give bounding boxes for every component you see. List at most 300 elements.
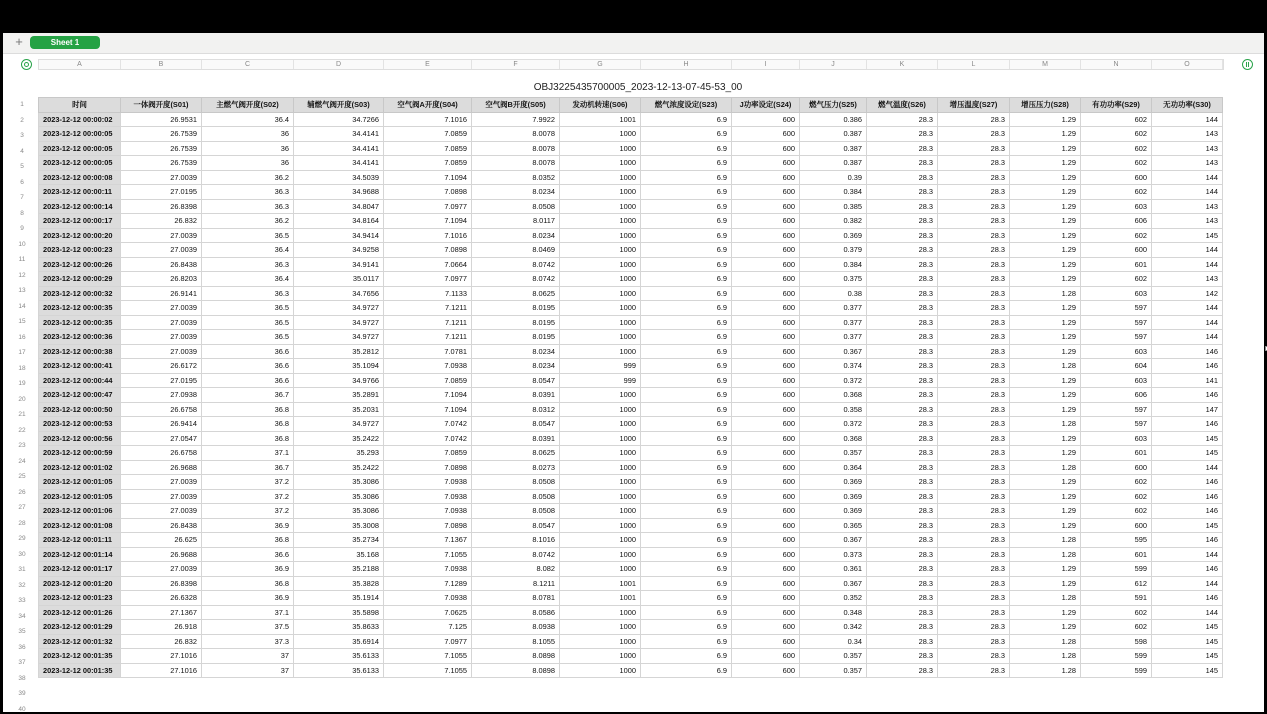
table-cell[interactable]: 1.29: [1010, 330, 1081, 345]
time-cell[interactable]: 2023-12-12 00:00:05: [39, 141, 121, 156]
table-cell[interactable]: 1000: [560, 141, 641, 156]
table-cell[interactable]: 35.6133: [294, 663, 384, 678]
table-cell[interactable]: 36.7: [202, 388, 294, 403]
table-cell[interactable]: 599: [1081, 649, 1152, 664]
table-cell[interactable]: 598: [1081, 634, 1152, 649]
row-number[interactable]: 22: [18, 426, 26, 434]
table-cell[interactable]: 0.352: [800, 591, 867, 606]
table-cell[interactable]: 1.28: [1010, 663, 1081, 678]
row-number[interactable]: 26: [18, 488, 26, 496]
table-cell[interactable]: 28.3: [938, 243, 1010, 258]
column-header-cell[interactable]: 辅燃气阀开度(S03): [294, 98, 384, 113]
column-letter[interactable]: M: [1010, 60, 1081, 69]
table-cell[interactable]: 37.1: [202, 446, 294, 461]
table-cell[interactable]: 8.1016: [472, 533, 560, 548]
table-cell[interactable]: 34.9688: [294, 185, 384, 200]
table-cell[interactable]: 35.1914: [294, 591, 384, 606]
table-cell[interactable]: 1.29: [1010, 446, 1081, 461]
table-cell[interactable]: 6.9: [641, 315, 732, 330]
table-cell[interactable]: 0.372: [800, 417, 867, 432]
column-header-cell[interactable]: 有功功率(S29): [1081, 98, 1152, 113]
table-cell[interactable]: 6.9: [641, 170, 732, 185]
row-number[interactable]: 7: [20, 194, 24, 201]
time-cell[interactable]: 2023-12-12 00:01:29: [39, 620, 121, 635]
table-cell[interactable]: 36.6: [202, 344, 294, 359]
row-number[interactable]: 27: [18, 504, 26, 511]
row-header-bar[interactable]: [6, 97, 38, 712]
table-cell[interactable]: 6.9: [641, 344, 732, 359]
table-cell[interactable]: 600: [732, 272, 800, 287]
table-cell[interactable]: 600: [732, 388, 800, 403]
table-cell[interactable]: 6.9: [641, 402, 732, 417]
table-cell[interactable]: 595: [1081, 533, 1152, 548]
table-cell[interactable]: 28.3: [867, 315, 938, 330]
table-cell[interactable]: 7.1133: [384, 286, 472, 301]
table-cell[interactable]: 28.3: [938, 417, 1010, 432]
table-cell[interactable]: 26.9688: [121, 460, 202, 475]
table-cell[interactable]: 36.3: [202, 199, 294, 214]
table-cell[interactable]: 35.6133: [294, 649, 384, 664]
table-cell[interactable]: 6.9: [641, 141, 732, 156]
table-cell[interactable]: 7.1016: [384, 228, 472, 243]
table-cell[interactable]: 600: [1081, 170, 1152, 185]
table-cell[interactable]: 8.0625: [472, 286, 560, 301]
table-cell[interactable]: 7.1211: [384, 330, 472, 345]
table-cell[interactable]: 600: [732, 330, 800, 345]
table-cell[interactable]: 144: [1152, 330, 1223, 345]
table-cell[interactable]: 35.3086: [294, 475, 384, 490]
table-cell[interactable]: 6.9: [641, 533, 732, 548]
table-cell[interactable]: 28.3: [938, 663, 1010, 678]
table-cell[interactable]: 1.29: [1010, 562, 1081, 577]
table-cell[interactable]: 26.7539: [121, 156, 202, 171]
table-cell[interactable]: 26.6172: [121, 359, 202, 374]
table-cell[interactable]: 28.3: [867, 228, 938, 243]
column-letter[interactable]: N: [1081, 60, 1152, 69]
table-cell[interactable]: 34.4141: [294, 141, 384, 156]
table-cell[interactable]: 36.6: [202, 547, 294, 562]
table-cell[interactable]: 600: [732, 533, 800, 548]
table-cell[interactable]: 147: [1152, 402, 1223, 417]
table-cell[interactable]: 7.0859: [384, 127, 472, 142]
table-cell[interactable]: 597: [1081, 417, 1152, 432]
table-cell[interactable]: 1.28: [1010, 460, 1081, 475]
column-header-cell[interactable]: 一体阀开度(S01): [121, 98, 202, 113]
table-cell[interactable]: 26.6328: [121, 591, 202, 606]
table-cell[interactable]: 600: [732, 228, 800, 243]
table-cell[interactable]: 36.4: [202, 112, 294, 127]
table-cell[interactable]: 145: [1152, 446, 1223, 461]
table-cell[interactable]: 28.3: [938, 141, 1010, 156]
table-cell[interactable]: 142: [1152, 286, 1223, 301]
table-cell[interactable]: 28.3: [938, 257, 1010, 272]
time-cell[interactable]: 2023-12-12 00:01:20: [39, 576, 121, 591]
table-cell[interactable]: 26.918: [121, 620, 202, 635]
table-cell[interactable]: 26.8438: [121, 257, 202, 272]
table-cell[interactable]: 28.3: [867, 431, 938, 446]
table-cell[interactable]: 8.0938: [472, 620, 560, 635]
table-cell[interactable]: 146: [1152, 504, 1223, 519]
table-cell[interactable]: 1.28: [1010, 286, 1081, 301]
table-cell[interactable]: 27.0039: [121, 344, 202, 359]
table-cell[interactable]: 144: [1152, 185, 1223, 200]
table-cell[interactable]: 26.7539: [121, 127, 202, 142]
time-cell[interactable]: 2023-12-12 00:01:14: [39, 547, 121, 562]
row-number[interactable]: 11: [18, 256, 26, 263]
table-cell[interactable]: 34.4141: [294, 127, 384, 142]
row-number[interactable]: 34: [18, 612, 26, 620]
time-cell[interactable]: 2023-12-12 00:00:56: [39, 431, 121, 446]
table-cell[interactable]: 602: [1081, 228, 1152, 243]
table-cell[interactable]: 600: [732, 199, 800, 214]
table-cell[interactable]: 600: [732, 605, 800, 620]
table-cell[interactable]: 28.3: [867, 402, 938, 417]
table-cell[interactable]: 7.0938: [384, 562, 472, 577]
table-cell[interactable]: 28.3: [867, 286, 938, 301]
column-header-cell[interactable]: 时间: [39, 98, 121, 113]
table-cell[interactable]: 145: [1152, 228, 1223, 243]
table-cell[interactable]: 0.348: [800, 605, 867, 620]
table-cell[interactable]: 36: [202, 127, 294, 142]
table-cell[interactable]: 8.0508: [472, 489, 560, 504]
table-cell[interactable]: 7.1211: [384, 301, 472, 316]
time-cell[interactable]: 2023-12-12 00:00:32: [39, 286, 121, 301]
table-cell[interactable]: 1000: [560, 518, 641, 533]
table-cell[interactable]: 28.3: [867, 547, 938, 562]
table-cell[interactable]: 600: [732, 417, 800, 432]
table-cell[interactable]: 1000: [560, 257, 641, 272]
table-cell[interactable]: 1000: [560, 562, 641, 577]
time-cell[interactable]: 2023-12-12 00:00:44: [39, 373, 121, 388]
table-cell[interactable]: 1000: [560, 170, 641, 185]
table-cell[interactable]: 0.387: [800, 127, 867, 142]
table-cell[interactable]: 600: [732, 489, 800, 504]
table-cell[interactable]: 8.0547: [472, 518, 560, 533]
table-cell[interactable]: 6.9: [641, 286, 732, 301]
table-cell[interactable]: 0.369: [800, 504, 867, 519]
row-number[interactable]: 24: [18, 457, 26, 465]
table-cell[interactable]: 34.9258: [294, 243, 384, 258]
table-cell[interactable]: 26.832: [121, 634, 202, 649]
table-cell[interactable]: 1.29: [1010, 141, 1081, 156]
table-cell[interactable]: 36.6: [202, 359, 294, 374]
table-cell[interactable]: 27.0039: [121, 315, 202, 330]
time-cell[interactable]: 2023-12-12 00:00:23: [39, 243, 121, 258]
table-cell[interactable]: 144: [1152, 257, 1223, 272]
table-cell[interactable]: 28.3: [938, 475, 1010, 490]
column-letter[interactable]: I: [732, 60, 800, 69]
table-cell[interactable]: 36.5: [202, 330, 294, 345]
time-cell[interactable]: 2023-12-12 00:00:59: [39, 446, 121, 461]
table-cell[interactable]: 1.29: [1010, 431, 1081, 446]
table-cell[interactable]: 36.7: [202, 460, 294, 475]
table-cell[interactable]: 35.3086: [294, 489, 384, 504]
table-cell[interactable]: 8.0078: [472, 127, 560, 142]
table-cell[interactable]: 7.0898: [384, 518, 472, 533]
table-cell[interactable]: 34.9414: [294, 228, 384, 243]
table-cell[interactable]: 602: [1081, 489, 1152, 504]
table-cell[interactable]: 0.375: [800, 272, 867, 287]
table-cell[interactable]: 28.3: [938, 504, 1010, 519]
row-number[interactable]: 8: [20, 209, 24, 217]
table-cell[interactable]: 36.8: [202, 431, 294, 446]
column-header-cell[interactable]: 空气阀A开度(S04): [384, 98, 472, 113]
table-cell[interactable]: 1.29: [1010, 257, 1081, 272]
row-number[interactable]: 13: [18, 287, 26, 294]
row-number[interactable]: 35: [18, 628, 26, 635]
table-cell[interactable]: 8.1055: [472, 634, 560, 649]
table-cell[interactable]: 7.0898: [384, 185, 472, 200]
table-cell[interactable]: 8.0742: [472, 257, 560, 272]
table-cell[interactable]: 7.1055: [384, 663, 472, 678]
table-cell[interactable]: 26.9414: [121, 417, 202, 432]
table-cell[interactable]: 28.3: [867, 330, 938, 345]
table-cell[interactable]: 8.0195: [472, 301, 560, 316]
table-cell[interactable]: 27.0039: [121, 170, 202, 185]
table-cell[interactable]: 26.6758: [121, 446, 202, 461]
table-cell[interactable]: 0.373: [800, 547, 867, 562]
table-cell[interactable]: 8.0195: [472, 315, 560, 330]
table-cell[interactable]: 26.8203: [121, 272, 202, 287]
table-cell[interactable]: 28.3: [938, 388, 1010, 403]
table-cell[interactable]: 144: [1152, 547, 1223, 562]
table-cell[interactable]: 8.082: [472, 562, 560, 577]
table-cell[interactable]: 6.9: [641, 460, 732, 475]
time-cell[interactable]: 2023-12-12 00:00:36: [39, 330, 121, 345]
table-cell[interactable]: 6.9: [641, 547, 732, 562]
table-cell[interactable]: 28.3: [938, 301, 1010, 316]
table-cell[interactable]: 28.3: [938, 562, 1010, 577]
table-cell[interactable]: 34.8164: [294, 214, 384, 229]
table-cell[interactable]: 6.9: [641, 156, 732, 171]
table-cell[interactable]: 8.0312: [472, 402, 560, 417]
table-cell[interactable]: 1.29: [1010, 489, 1081, 504]
table-cell[interactable]: 145: [1152, 620, 1223, 635]
table-cell[interactable]: 36.9: [202, 591, 294, 606]
table-cell[interactable]: 28.3: [938, 359, 1010, 374]
time-cell[interactable]: 2023-12-12 00:00:35: [39, 301, 121, 316]
table-cell[interactable]: 1.28: [1010, 547, 1081, 562]
table-cell[interactable]: 28.3: [867, 141, 938, 156]
table-cell[interactable]: 34.9766: [294, 373, 384, 388]
table-cell[interactable]: 0.361: [800, 562, 867, 577]
time-cell[interactable]: 2023-12-12 00:01:17: [39, 562, 121, 577]
table-cell[interactable]: 0.377: [800, 301, 867, 316]
table-cell[interactable]: 28.3: [867, 272, 938, 287]
table-cell[interactable]: 28.3: [867, 489, 938, 504]
table-cell[interactable]: 1000: [560, 185, 641, 200]
table-cell[interactable]: 146: [1152, 417, 1223, 432]
table-cell[interactable]: 0.387: [800, 156, 867, 171]
table-cell[interactable]: 6.9: [641, 199, 732, 214]
table-cell[interactable]: 7.0938: [384, 359, 472, 374]
pause-icon[interactable]: [1242, 59, 1253, 70]
table-cell[interactable]: 28.3: [938, 431, 1010, 446]
table-cell[interactable]: 1.28: [1010, 634, 1081, 649]
table-cell[interactable]: 28.3: [867, 185, 938, 200]
table-cell[interactable]: 0.357: [800, 649, 867, 664]
table-cell[interactable]: 591: [1081, 591, 1152, 606]
row-number[interactable]: 2: [20, 116, 24, 124]
row-number[interactable]: 40: [18, 705, 26, 712]
table-cell[interactable]: 1000: [560, 504, 641, 519]
table-cell[interactable]: 8.0078: [472, 156, 560, 171]
table-cell[interactable]: 35.293: [294, 446, 384, 461]
table-cell[interactable]: 28.3: [938, 489, 1010, 504]
column-header-cell[interactable]: 增压温度(S27): [938, 98, 1010, 113]
column-letter[interactable]: J: [800, 60, 867, 69]
table-cell[interactable]: 7.125: [384, 620, 472, 635]
time-cell[interactable]: 2023-12-12 00:00:02: [39, 112, 121, 127]
column-letter[interactable]: B: [121, 60, 202, 69]
table-cell[interactable]: 6.9: [641, 605, 732, 620]
table-cell[interactable]: 28.3: [867, 620, 938, 635]
table-cell[interactable]: 7.1016: [384, 112, 472, 127]
table-cell[interactable]: 1000: [560, 286, 641, 301]
table-cell[interactable]: 603: [1081, 199, 1152, 214]
row-number[interactable]: 29: [18, 535, 26, 542]
table-cell[interactable]: 146: [1152, 489, 1223, 504]
table-cell[interactable]: 36.5: [202, 228, 294, 243]
time-cell[interactable]: 2023-12-12 00:00:47: [39, 388, 121, 403]
column-letter[interactable]: G: [560, 60, 641, 69]
table-cell[interactable]: 28.3: [938, 315, 1010, 330]
table-cell[interactable]: 7.1211: [384, 315, 472, 330]
table-cell[interactable]: 28.3: [867, 562, 938, 577]
table-cell[interactable]: 7.1094: [384, 402, 472, 417]
column-letter[interactable]: D: [294, 60, 384, 69]
table-cell[interactable]: 36.2: [202, 170, 294, 185]
table-cell[interactable]: 600: [732, 315, 800, 330]
time-cell[interactable]: 2023-12-12 00:01:35: [39, 663, 121, 678]
table-cell[interactable]: 600: [732, 127, 800, 142]
table-cell[interactable]: 1.29: [1010, 199, 1081, 214]
table-cell[interactable]: 35.2734: [294, 533, 384, 548]
row-number[interactable]: 21: [18, 411, 26, 418]
table-cell[interactable]: 7.0859: [384, 156, 472, 171]
table-cell[interactable]: 8.0742: [472, 547, 560, 562]
table-cell[interactable]: 0.369: [800, 475, 867, 490]
table-cell[interactable]: 34.9727: [294, 315, 384, 330]
table-cell[interactable]: 1.29: [1010, 605, 1081, 620]
table-cell[interactable]: 6.9: [641, 417, 732, 432]
table-cell[interactable]: 34.9727: [294, 417, 384, 432]
row-number[interactable]: 17: [18, 349, 26, 356]
table-cell[interactable]: 7.1055: [384, 547, 472, 562]
table-cell[interactable]: 600: [732, 156, 800, 171]
table-cell[interactable]: 34.8047: [294, 199, 384, 214]
table-cell[interactable]: 1.28: [1010, 591, 1081, 606]
table-cell[interactable]: 0.384: [800, 257, 867, 272]
table-cell[interactable]: 600: [732, 518, 800, 533]
table-cell[interactable]: 1001: [560, 112, 641, 127]
table-cell[interactable]: 600: [732, 663, 800, 678]
table-cell[interactable]: 0.357: [800, 663, 867, 678]
time-cell[interactable]: 2023-12-12 00:00:41: [39, 359, 121, 374]
table-cell[interactable]: 8.0508: [472, 504, 560, 519]
table-cell[interactable]: 8.0781: [472, 591, 560, 606]
table-cell[interactable]: 597: [1081, 301, 1152, 316]
table-cell[interactable]: 600: [732, 359, 800, 374]
table-cell[interactable]: 6.9: [641, 388, 732, 403]
table-cell[interactable]: 1000: [560, 605, 641, 620]
table-cell[interactable]: 6.9: [641, 330, 732, 345]
table-cell[interactable]: 26.8398: [121, 576, 202, 591]
time-cell[interactable]: 2023-12-12 00:00:05: [39, 127, 121, 142]
table-cell[interactable]: 6.9: [641, 112, 732, 127]
table-cell[interactable]: 1000: [560, 402, 641, 417]
table-cell[interactable]: 603: [1081, 431, 1152, 446]
table-cell[interactable]: 28.3: [938, 127, 1010, 142]
table-cell[interactable]: 0.369: [800, 489, 867, 504]
column-letter[interactable]: F: [472, 60, 560, 69]
table-cell[interactable]: 1.29: [1010, 620, 1081, 635]
column-header-cell[interactable]: 燃气压力(S25): [800, 98, 867, 113]
table-cell[interactable]: 597: [1081, 402, 1152, 417]
table-cell[interactable]: 28.3: [867, 127, 938, 142]
table-cell[interactable]: 144: [1152, 605, 1223, 620]
table-cell[interactable]: 6.9: [641, 431, 732, 446]
table-cell[interactable]: 28.3: [867, 243, 938, 258]
table-cell[interactable]: 600: [1081, 460, 1152, 475]
table-cell[interactable]: 36.8: [202, 576, 294, 591]
table-cell[interactable]: 1000: [560, 620, 641, 635]
table-cell[interactable]: 35.0117: [294, 272, 384, 287]
table-cell[interactable]: 28.3: [867, 214, 938, 229]
table-cell[interactable]: 144: [1152, 301, 1223, 316]
table-cell[interactable]: 1.29: [1010, 214, 1081, 229]
table-cell[interactable]: 0.34: [800, 634, 867, 649]
time-cell[interactable]: 2023-12-12 00:01:23: [39, 591, 121, 606]
table-cell[interactable]: 36.8: [202, 417, 294, 432]
table-cell[interactable]: 37: [202, 649, 294, 664]
table-cell[interactable]: 34.9727: [294, 301, 384, 316]
time-cell[interactable]: 2023-12-12 00:00:53: [39, 417, 121, 432]
time-cell[interactable]: 2023-12-12 00:01:05: [39, 489, 121, 504]
column-letter[interactable]: A: [39, 60, 121, 69]
table-cell[interactable]: 6.9: [641, 301, 732, 316]
table-cell[interactable]: 600: [732, 547, 800, 562]
table-cell[interactable]: 28.3: [938, 156, 1010, 171]
table-cell[interactable]: 6.9: [641, 446, 732, 461]
table-cell[interactable]: 1000: [560, 489, 641, 504]
table-cell[interactable]: 6.9: [641, 257, 732, 272]
table-cell[interactable]: 6.9: [641, 489, 732, 504]
table-cell[interactable]: 1000: [560, 547, 641, 562]
row-number[interactable]: 16: [18, 333, 26, 341]
table-cell[interactable]: 1.29: [1010, 170, 1081, 185]
table-cell[interactable]: 600: [732, 562, 800, 577]
table-cell[interactable]: 8.1211: [472, 576, 560, 591]
table-cell[interactable]: 35.2812: [294, 344, 384, 359]
column-letter[interactable]: C: [202, 60, 294, 69]
column-header-cell[interactable]: J功率设定(S24): [732, 98, 800, 113]
table-cell[interactable]: 8.0234: [472, 344, 560, 359]
table-cell[interactable]: 37.2: [202, 475, 294, 490]
add-sheet-button[interactable]: +: [15, 34, 23, 49]
table-cell[interactable]: 1000: [560, 214, 641, 229]
table-cell[interactable]: 8.0117: [472, 214, 560, 229]
table-cell[interactable]: 28.3: [867, 112, 938, 127]
table-cell[interactable]: 28.3: [938, 170, 1010, 185]
table-cell[interactable]: 0.374: [800, 359, 867, 374]
time-cell[interactable]: 2023-12-12 00:01:05: [39, 475, 121, 490]
column-header-cell[interactable]: 无功功率(S30): [1152, 98, 1223, 113]
table-cell[interactable]: 1.29: [1010, 504, 1081, 519]
table-cell[interactable]: 1000: [560, 199, 641, 214]
table-cell[interactable]: 8.0898: [472, 649, 560, 664]
table-cell[interactable]: 6.9: [641, 272, 732, 287]
